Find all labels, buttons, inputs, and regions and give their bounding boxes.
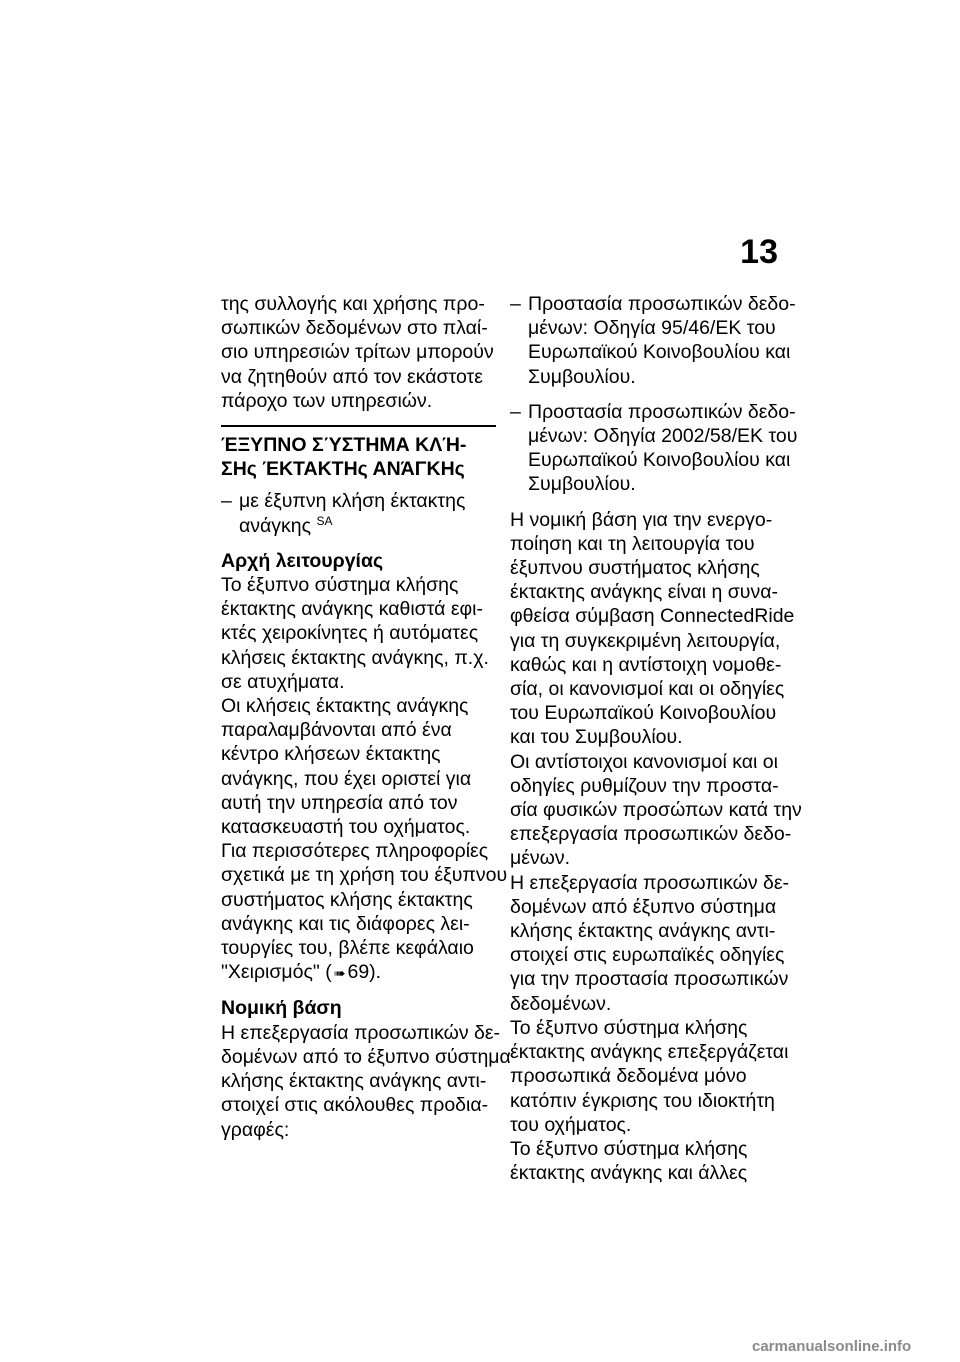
text-line: του οχήματος. xyxy=(510,1113,632,1136)
text-line: για τη συγκεκριμένη λειτουργία, xyxy=(510,629,781,652)
text-line: Οι αντίστοιχοι κανονισμοί και οι xyxy=(510,750,778,773)
text-line: προσωπικά δεδομένα μόνο xyxy=(510,1065,747,1088)
text-line: Το έξυπνο σύστημα κλήσης xyxy=(510,1016,748,1039)
text-line: σχετικά με τη χρήση του έξυπνου xyxy=(221,864,508,887)
bullet-item-1: – Προστασία προσωπικών δεδο- μένων: Οδηγία 95/46/ΕΚ του Ευρωπαϊκού Κοινοβουλίου και Συμβουλίου. xyxy=(510,293,796,388)
text-line: του Ευρωπαϊκού Κοινοβουλίου xyxy=(510,702,777,725)
text-line: καθώς και η αντίστοιχη νομοθε- xyxy=(510,653,782,676)
text-line: να ζητηθούν από τον εκάστοτε xyxy=(221,365,483,388)
text-line: επεξεργασία προσωπικών δεδο- xyxy=(510,823,792,846)
text-line: κέντρο κλήσεων έκτακτης xyxy=(221,743,441,766)
text-line: οδηγίες ρυθμίζουν την προστα- xyxy=(510,774,779,797)
page-number: 13 xyxy=(740,233,778,271)
text-line: σωπικών δεδομένων στο πλαί- xyxy=(221,317,488,340)
text-line: δομένων από έξυπνο σύστημα xyxy=(510,895,777,918)
right-column xyxy=(510,292,802,1185)
text-line: κλήσεις έκτακτης ανάγκης, π.χ. xyxy=(221,646,489,669)
text-line: δομένων από το έξυπνο σύστημα xyxy=(221,1045,511,1068)
text-line: έξυπνου συστήματος κλήσης xyxy=(510,557,760,580)
legal-paragraph xyxy=(221,1021,511,1142)
text-line: έκτακτης ανάγκης και άλλες xyxy=(510,1162,748,1185)
bullet-item-2: – Προστασία προσωπικών δεδο- μένων: Οδηγία 2002/58/ΕΚ του Ευρωπαϊκού Κοινοβουλίου και Συμβουλίου. xyxy=(510,400,798,496)
text-line: Οι κλήσεις έκτακτης ανάγκης xyxy=(221,695,469,718)
section-heading xyxy=(221,433,496,481)
text-line: κλήσης έκτακτης ανάγκης αντι- xyxy=(510,920,776,943)
text-line: μένων. xyxy=(510,847,571,870)
text-line: δεδομένων. xyxy=(510,992,612,1015)
text-line: ανάγκης και τις διάφορες λει- xyxy=(221,912,470,935)
text-line: της συλλογής και χρήσης προ- xyxy=(221,293,485,315)
text-line: Η επεξεργασία προσωπικών δε- xyxy=(221,1021,501,1044)
text-line: Η νομική βάση για την ενεργο- xyxy=(510,508,773,531)
principle-paragraph xyxy=(221,573,508,960)
subheading-principle: Αρχή λειτουργίας xyxy=(221,549,384,572)
subheading-legal-basis: Νομική βάση xyxy=(221,997,342,1020)
text-line: ΈΞΥΠΝΟ ΣΎΣΤΗΜΑ ΚΛΉ- xyxy=(221,434,467,457)
text-line: φθείσα σύμβαση ConnectedRide xyxy=(510,605,795,628)
dash-bullet: – xyxy=(510,293,521,315)
dash-bullet: – xyxy=(221,490,232,513)
section-divider xyxy=(221,425,496,427)
text-line: Η επεξεργασία προσωπικών δε- xyxy=(510,871,790,894)
text-line: Το έξυπνο σύστημα κλήσης xyxy=(510,1137,748,1160)
text-line: συστήματος κλήσης έκτακτης xyxy=(221,888,473,911)
text-line: σε ατυχήματα. xyxy=(221,670,345,693)
sa-superscript: SA xyxy=(316,513,333,528)
text-line: κατασκευαστή του οχήματος. xyxy=(221,816,471,839)
text-line: Για περισσότερες πληροφορίες xyxy=(221,840,489,863)
legal-body-paragraph xyxy=(510,508,802,1186)
text-line: ΣΗς ΈΚΤΑΚΤΗς ΑΝΆΓΚΗς xyxy=(221,458,465,481)
text-line: πάροχο των υπηρεσιών. xyxy=(221,389,433,412)
text-line: Το έξυπνο σύστημα κλήσης xyxy=(221,574,459,597)
text-line: ανάγκης, που έχει οριστεί για xyxy=(221,767,472,790)
text-line: σιο υπηρεσιών τρίτων μπορούν xyxy=(221,341,494,364)
arrow-right-icon: ➠ xyxy=(333,965,346,982)
text-line: κατόπιν έγκρισης του ιδιοκτήτη xyxy=(510,1089,775,1112)
text-line: για την προστασία προσωπικών xyxy=(510,968,789,991)
cross-reference: "Χειρισμός" ( ➠ 69). xyxy=(221,960,496,985)
text-line: τουργίες του, βλέπε κεφάλαιο xyxy=(221,937,474,960)
text-line: κτές χειροκίνητες ή αυτόματες xyxy=(221,622,479,645)
text-line: έκτακτης ανάγκης καθιστά εφι- xyxy=(221,598,483,621)
text-line: σία, οι κανονισμοί και οι οδηγίες xyxy=(510,678,785,701)
text-line: στοιχεί στις ευρωπαϊκές οδηγίες xyxy=(510,944,785,967)
text-line: έκτακτης ανάγκης επεξεργάζεται xyxy=(510,1041,789,1064)
dash-bullet: – xyxy=(510,400,521,423)
text-line: έκτακτης ανάγκης είναι η συνα- xyxy=(510,581,778,604)
bullet-item: – με έξυπνη κλήση έκτακτης ανάγκης $^{SA}$ xyxy=(221,490,466,537)
intro-paragraph xyxy=(221,292,496,413)
footer-watermark: carmanualsonline.info xyxy=(752,1338,912,1355)
text-line: γραφές: xyxy=(221,1118,290,1141)
text-line: παραλαμβάνονται από ένα xyxy=(221,719,452,742)
text-line: ποίηση και τη λειτουργία του xyxy=(510,532,755,555)
text-line: κλήσης έκτακτης ανάγκης αντι- xyxy=(221,1070,487,1093)
text-line: αυτή την υπηρεσία από τον xyxy=(221,791,458,814)
left-column xyxy=(221,292,511,1142)
text-line: σία φυσικών προσώπων κατά την xyxy=(510,799,802,822)
text-line: στοιχεί στις ακόλουθες προδια- xyxy=(221,1094,489,1117)
text-line: και του Συμβουλίου. xyxy=(510,726,683,749)
